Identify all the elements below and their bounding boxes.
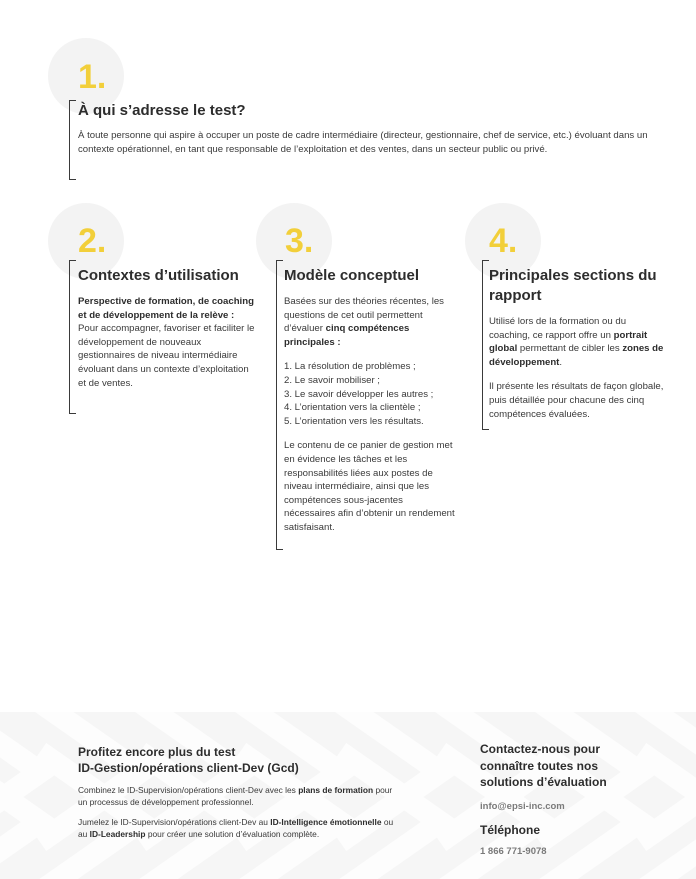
section-bracket-3 — [276, 260, 277, 550]
section-p2-4: Il présente les résultats de façon globale, puis détaillée pour chacune des cinq compétences évaluées. — [489, 381, 664, 420]
contact-email[interactable]: info@epsi-inc.com — [480, 800, 565, 812]
section-body-2: Pour accompagner, favoriser et faciliter le développement de nouveaux gestionnaires de niveau intermédiaire évoluant dans un contexte d’exploitation et de ventes. — [78, 323, 255, 389]
section-number-2: 2. — [78, 222, 107, 260]
section-number-3: 3. — [285, 222, 314, 260]
contact-heading: Contactez-nous pour connaître toutes nos solutions d’évaluation — [480, 742, 607, 789]
section-contexts — [78, 266, 258, 390]
phone-label: Téléphone — [480, 822, 541, 837]
promo-text-1: Combinez le ID-Supervision/opérations client-Dev avec les plans de formation pour un processus de développement professionnel. — [78, 785, 393, 807]
section-number-1: 1. — [78, 58, 107, 96]
section-bracket-2 — [69, 260, 70, 414]
competency-item: 3. Le savoir développer les autres ; — [284, 388, 434, 400]
section-number-4: 4. — [489, 222, 518, 260]
contact-phone[interactable]: 1 866 771-9078 — [480, 845, 547, 857]
section-report — [489, 266, 669, 421]
footer-band — [0, 712, 696, 879]
section-body-1: À toute personne qui aspire à occuper un poste de cadre intermédiaire (directeur, gestionnaire, chef de service, etc.) évoluant dans un contexte opérationnel, en tant que responsable de l’exploitation et des ventes, dans un secteur public ou privé. — [78, 130, 648, 155]
competency-item: 1. La résolution de problèmes ; — [284, 361, 416, 373]
footer-promo — [78, 744, 398, 840]
section-subtitle-2: Perspective de formation, de coaching et de développement de la relève : — [78, 296, 254, 321]
competency-item: 4. L’orientation vers la clientèle ; — [284, 402, 421, 414]
section-title-3: Modèle conceptuel — [284, 267, 420, 284]
section-who — [78, 101, 648, 156]
section-title-4: Principales sections du rapport — [489, 267, 657, 304]
footer-contact — [480, 741, 650, 857]
promo-heading: Profitez encore plus du test ID-Gestion/opérations client-Dev (Gcd) — [78, 745, 299, 775]
section-intro-3: Basées sur des théories récentes, les questions de cet outil permettent d’évaluer cinq compétences principales : — [284, 296, 444, 348]
section-bracket-4 — [482, 260, 483, 430]
section-title-1: À qui s’adresse le test? — [78, 102, 246, 119]
section-bracket-1 — [69, 100, 70, 180]
section-body-3: Le contenu de ce panier de gestion met en évidence les tâches et les responsabilités liées aux postes de niveau intermédiaire, ainsi que les compétences sous-jacentes nécessaires afin d’obtenir un rendement satisfaisant. — [284, 440, 455, 533]
competency-item: 2. Le savoir mobiliser ; — [284, 374, 380, 386]
section-title-2: Contextes d’utilisation — [78, 267, 239, 284]
promo-text-2: Jumelez le ID-Supervision/opérations client-Dev au ID-Intelligence émotionnelle ou au ID-Leadership pour créer une solution d’évaluation complète. — [78, 817, 394, 839]
section-p1-4: Utilisé lors de la formation ou du coaching, ce rapport offre un portrait global permettant de cibler les zones de développement. — [489, 316, 664, 368]
section-model — [284, 266, 456, 535]
competency-item: 5. L’orientation vers les résultats. — [284, 415, 424, 427]
